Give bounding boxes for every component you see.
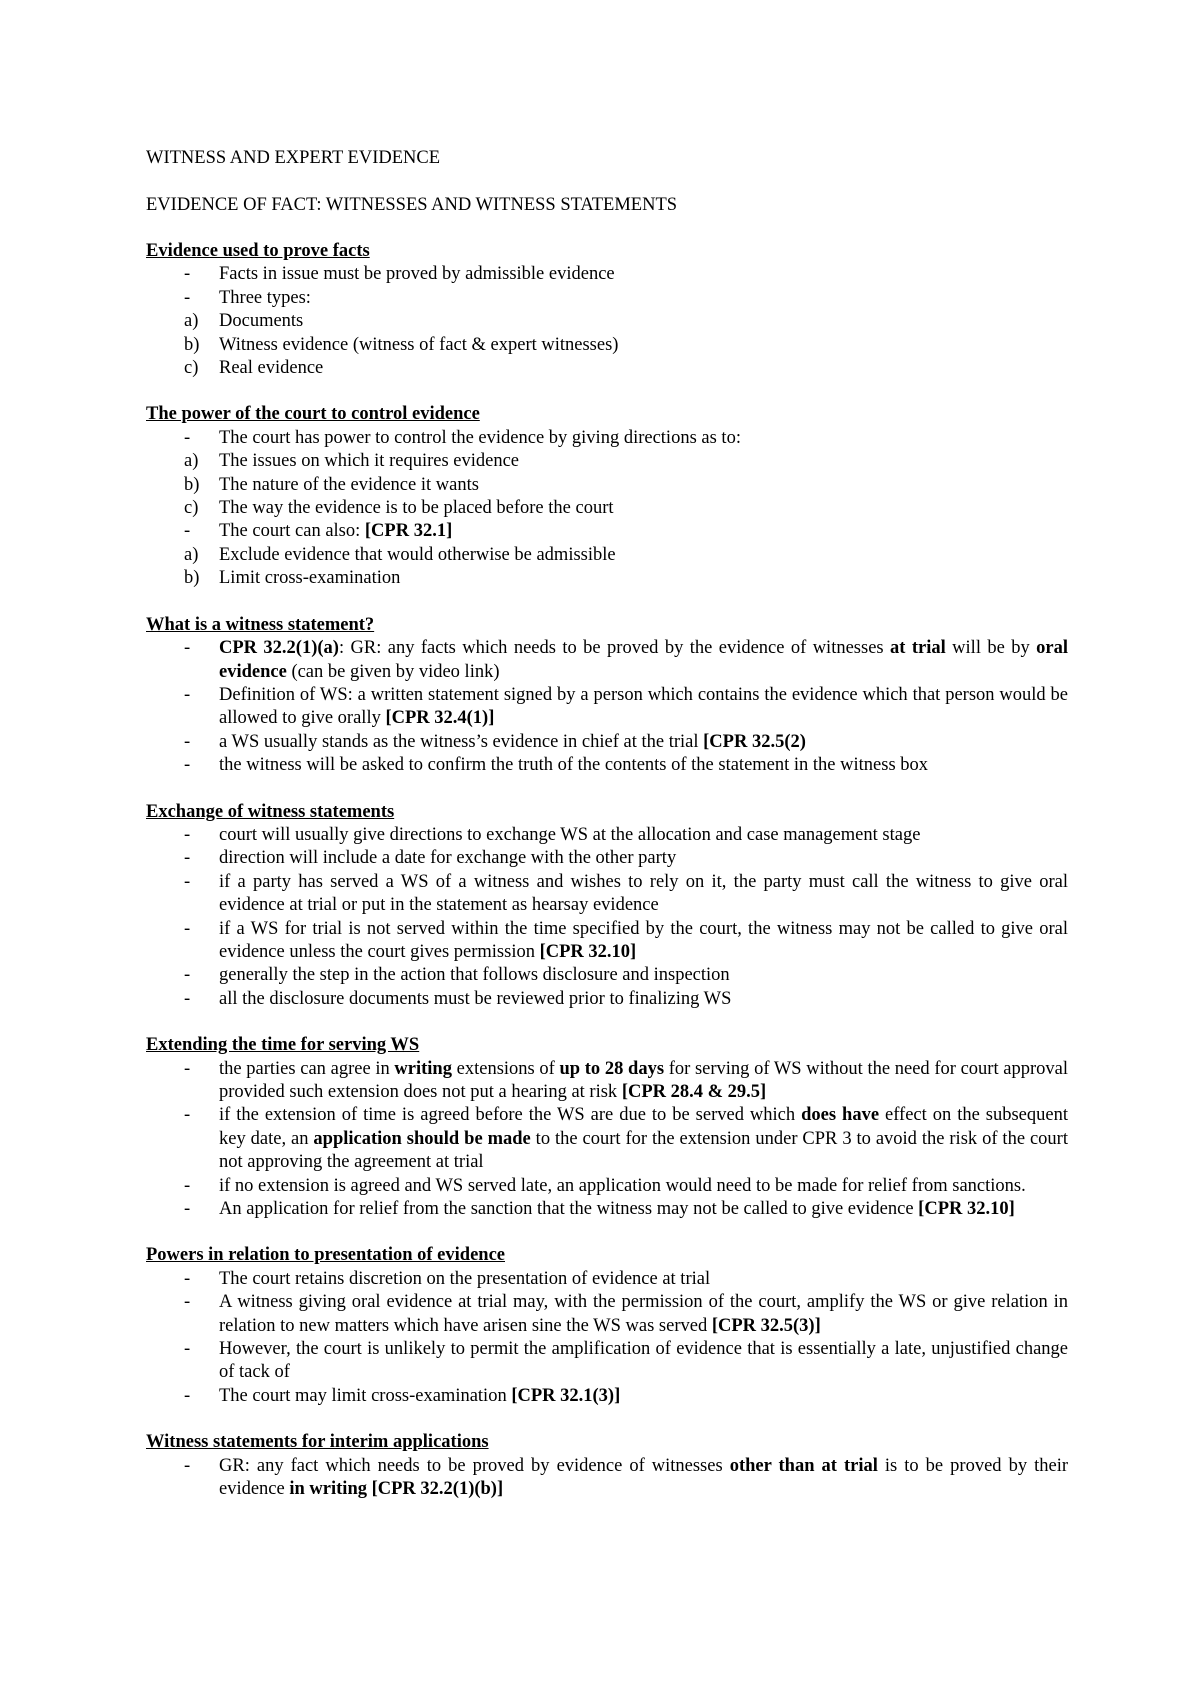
list-item <box>146 1175 1068 1198</box>
text-run: Limit cross-examination <box>219 568 401 589</box>
text-run: The court may limit cross-examination <box>219 1385 512 1406</box>
list-marker: - <box>184 1385 191 1406</box>
text-run: to the court for the extension under CPR 3 to avoid the risk of the court not approving the agreement at trial <box>219 1128 1068 1173</box>
text-run: court will usually give directions to exchange WS at the allocation and case management stage <box>219 824 921 845</box>
section-heading: Powers in relation to presentation of evidence <box>146 1245 505 1266</box>
bullet-list <box>146 824 1068 1011</box>
text-run: Facts in issue must be proved by admissible evidence <box>219 264 615 285</box>
text-run: An application for relief from the sanction that the witness may not be called to give evidence <box>219 1199 919 1220</box>
text-run: if a party has served a WS of a witness and wishes to rely on it, the party must call the witness to give oral evidence at trial or put in the statement as hearsay evidence <box>219 871 1068 916</box>
bold-text: CPR 32.2(1)(a) <box>219 638 339 659</box>
list-item <box>146 357 1068 380</box>
text-run: Exclude evidence that would otherwise be admissible <box>219 544 616 565</box>
text-run: Witness evidence (witness of fact & expert witnesses) <box>219 334 619 355</box>
text-run: (can be given by video link) <box>286 661 500 682</box>
list-marker: - <box>184 918 191 939</box>
section-heading: Exchange of witness statements <box>146 801 395 822</box>
list-marker: - <box>184 1339 191 1360</box>
text-run: The court has power to control the evidence by giving directions as to: <box>219 427 741 448</box>
list-marker: - <box>184 264 191 285</box>
bold-text: [CPR 28.4 & 29.5] <box>621 1082 767 1102</box>
text-run: Definition of WS: a written statement signed by a person which contains the evidence which that person would be allowed to give orally <box>219 684 1068 729</box>
bold-text: [CPR 32.1(3)] <box>511 1385 621 1406</box>
list-item <box>146 310 1068 333</box>
list-marker: - <box>184 287 191 308</box>
list-marker: a) <box>184 311 199 332</box>
list-item <box>146 731 1068 754</box>
list-marker: c) <box>184 498 199 519</box>
bold-text: oral evidence <box>219 638 1069 682</box>
list-item <box>146 918 1068 965</box>
list-marker: a) <box>184 451 199 472</box>
list-item <box>146 684 1068 731</box>
text-run: for serving of WS without the need for court approval provided such extension does not put a hearing at risk <box>219 1058 1069 1102</box>
section-heading: The power of the court to control evidence <box>146 404 480 425</box>
list-item <box>146 1338 1068 1385</box>
section <box>146 403 1060 590</box>
bold-text: [CPR 32.4(1)] <box>385 708 495 729</box>
bold-text: [CPR 32.1] <box>364 521 453 542</box>
list-item <box>146 263 1068 286</box>
list-marker: b) <box>184 334 200 355</box>
list-item <box>146 520 1068 543</box>
list-item <box>146 637 1068 684</box>
list-item <box>146 1058 1068 1105</box>
text-run: The issues on which it requires evidence <box>219 451 520 472</box>
text-run: all the disclosure documents must be reviewed prior to finalizing WS <box>219 988 732 1009</box>
section <box>146 240 1060 380</box>
list-marker: b) <box>184 474 200 495</box>
list-marker: - <box>184 1455 191 1476</box>
bold-text: in writing [CPR 32.2(1)(b)] <box>289 1479 504 1500</box>
list-marker: - <box>184 638 191 659</box>
list-item <box>146 1198 1068 1221</box>
list-marker: - <box>184 1292 191 1313</box>
list-item <box>146 824 1068 847</box>
text-run: the witness will be asked to confirm the truth of the contents of the statement in the witness box <box>219 755 929 776</box>
list-marker: a) <box>184 544 199 565</box>
list-item <box>146 754 1068 777</box>
list-marker: - <box>184 871 191 892</box>
text-run: the parties can agree in <box>219 1058 395 1079</box>
list-item <box>146 1455 1068 1502</box>
list-marker: - <box>184 731 191 752</box>
section-title: EVIDENCE OF FACT: WITNESSES AND WITNESS STATEMENTS <box>146 195 678 215</box>
list-marker: - <box>184 427 191 448</box>
list-marker: - <box>184 1199 191 1220</box>
text-run: Documents <box>219 311 304 332</box>
list-marker: c) <box>184 358 199 379</box>
text-run: The court can also: <box>219 521 365 542</box>
bold-text: at trial <box>890 638 946 659</box>
list-item <box>146 474 1068 497</box>
list-item <box>146 567 1068 590</box>
section <box>146 1034 1069 1221</box>
text-run: a WS usually stands as the witness’s evidence in chief at the trial <box>219 731 704 752</box>
bold-text: writing <box>394 1058 452 1079</box>
section-heading: Witness statements for interim applications <box>146 1432 489 1453</box>
list-item <box>146 988 1068 1011</box>
text-run: effect on the subsequent key date, an <box>219 1105 1068 1149</box>
list-marker: - <box>184 755 191 776</box>
text-run: However, the court is unlikely to permit the amplification of evidence that is essentially a late, unjustified change of tack of <box>219 1339 1068 1383</box>
list-marker: - <box>184 965 191 986</box>
list-marker: b) <box>184 568 200 589</box>
text-run: if a WS for trial is not served within the time specified by the court, the witness may not be called to give oral evidence unless the court gives permission <box>219 918 1068 962</box>
bullet-list <box>146 1268 1068 1408</box>
bold-text: [CPR 32.5(2) <box>703 731 806 752</box>
bold-text: [CPR 32.10] <box>539 941 637 962</box>
bullet-list <box>146 1455 1068 1502</box>
section-heading: What is a witness statement? <box>146 614 375 635</box>
document-title: WITNESS AND EXPERT EVIDENCE <box>146 148 441 168</box>
text-run: extensions of <box>451 1058 560 1079</box>
section <box>146 614 1069 778</box>
text-run: generally the step in the action that follows disclosure and inspection <box>219 965 730 986</box>
text-run: Real evidence <box>219 358 324 379</box>
list-marker: - <box>184 1175 191 1196</box>
text-run: GR: any fact which needs to be proved by evidence of witnesses <box>219 1455 730 1476</box>
list-marker: - <box>184 1268 191 1289</box>
text-run: The nature of the evidence it wants <box>219 474 479 495</box>
bold-text: does have <box>801 1105 880 1126</box>
bold-text: up to 28 days <box>559 1058 665 1079</box>
list-item <box>146 1268 1068 1291</box>
text-run: is to be proved by their evidence <box>219 1455 1068 1500</box>
section-heading: Extending the time for serving WS <box>146 1035 420 1056</box>
list-marker: - <box>184 848 191 869</box>
section <box>146 801 1068 1012</box>
bold-text: [CPR 32.5(3)] <box>711 1315 821 1336</box>
list-item <box>146 427 1068 450</box>
list-item <box>146 287 1068 310</box>
bold-text: [CPR 32.10] <box>918 1199 1015 1220</box>
list-item <box>146 1291 1068 1338</box>
text-run: The court retains discretion on the presentation of evidence at trial <box>219 1268 711 1289</box>
bold-text: other than at trial <box>729 1455 878 1476</box>
section <box>146 1244 1068 1408</box>
bold-text: application should be made <box>313 1128 531 1149</box>
text-run: : GR: any facts which needs to be proved by the evidence of witnesses <box>338 638 891 659</box>
list-marker: - <box>184 1105 191 1126</box>
text-run: if the extension of time is agreed before the WS are due to be served which <box>219 1105 802 1126</box>
list-item <box>146 871 1068 918</box>
text-run: if no extension is agreed and WS served late, an application would need to be made for relief from sanctions. <box>219 1175 1026 1196</box>
list-item <box>146 497 1068 520</box>
list-item <box>146 334 1068 357</box>
section <box>146 1431 1068 1501</box>
text-run: will be by <box>945 638 1037 659</box>
list-marker: - <box>184 988 191 1009</box>
list-item <box>146 1104 1068 1174</box>
text-run: The way the evidence is to be placed before the court <box>219 498 614 519</box>
bullet-list <box>146 263 1060 380</box>
bullet-list <box>146 1058 1069 1222</box>
list-marker: - <box>184 824 191 845</box>
list-marker: - <box>184 521 191 542</box>
bullet-list <box>146 637 1069 777</box>
list-item <box>146 1385 1068 1408</box>
list-marker: - <box>184 684 191 705</box>
list-item <box>146 847 1068 870</box>
section-heading: Evidence used to prove facts <box>146 241 370 261</box>
bullet-list <box>146 427 1060 591</box>
list-item <box>146 964 1068 987</box>
list-item <box>146 544 1068 567</box>
text-run: Three types: <box>219 287 311 308</box>
list-marker: - <box>184 1058 191 1079</box>
list-item <box>146 450 1068 473</box>
text-run: A witness giving oral evidence at trial may, with the permission of the court, amplify the WS or give relation in relation to new matters which have arisen sine the WS was served <box>219 1292 1068 1336</box>
text-run: direction will include a date for exchange with the other party <box>219 848 677 869</box>
sections-container <box>146 240 1069 1502</box>
